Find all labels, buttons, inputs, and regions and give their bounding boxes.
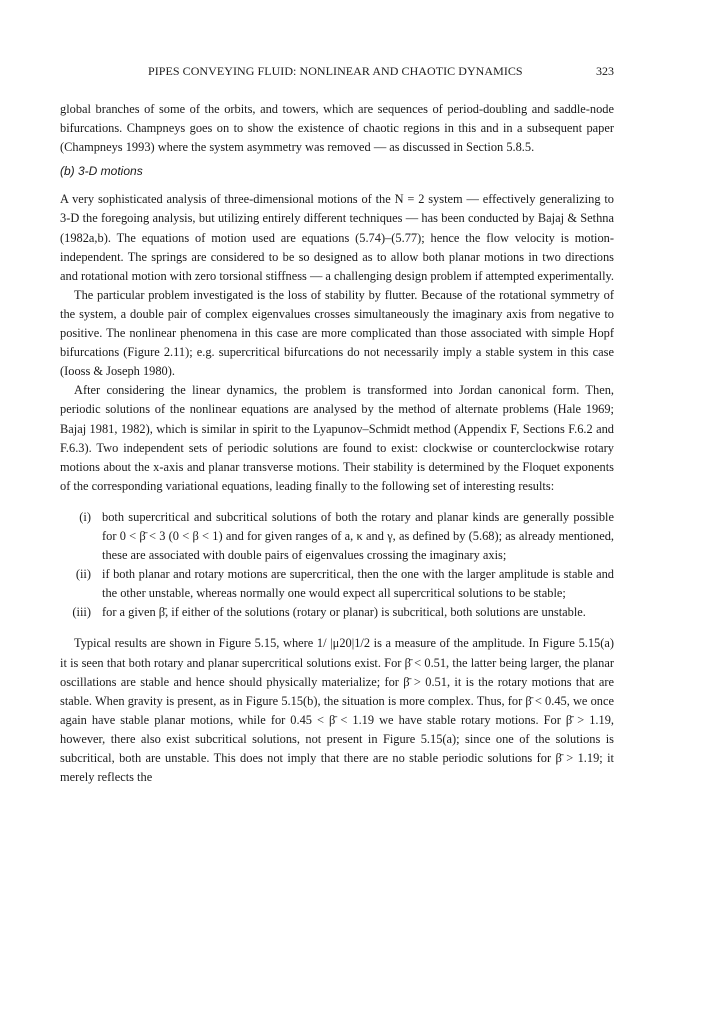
list-item-text: for a given β̄, if either of the solutions (rotary or planar) is subcritical, both solutions are unstable. [102,605,586,620]
list-item [60,603,614,622]
list-item-number: (i) [79,509,91,524]
page-header [60,62,614,82]
page-number: 323 [596,64,614,78]
list-item [60,508,614,565]
paragraph-3d-analysis: A very sophisticated analysis of three-dimensional motions of the N = 2 system — effectively generalizing to 3-D the foregoing analysis, but utilizing entirely different techniques — has been conducted by Bajaj & Sethna (1982a,b). The equations of motion used are equations (5.74)–(5.77); hence the flow velocity is motion-independent. The springs are considered to be so designed as to allow both planar motions in two directions and rotational motion with zero torsional stiffness — a challenging design problem if attempted experimentally. [60,192,614,283]
list-item-text: if both planar and rotary motions are supercritical, then the one with the larger amplitude is stable and the other unstable, whereas normally one would expect all supercritical solutions to be stable; [102,567,614,601]
book-page [60,62,614,787]
paragraph-towers: global branches of some of the orbits, and towers, which are sequences of period-doubling and saddle-node bifurcations. Champneys goes on to show the existence of chaotic regions in this and in a subsequent paper (Champneys 1993) where the system asymmetry was removed — as discussed in Section 5.8.5. [60,102,614,155]
list-item [60,565,614,603]
running-title: PIPES CONVEYING FLUID: NONLINEAR AND CHAOTIC DYNAMICS [148,64,523,78]
paragraph-typical-results: Typical results are shown in Figure 5.15, where 1/ |μ20|1/2 is a measure of the amplitude. In Figure 5.15(a) it is seen that both rotary and planar supercritical solutions exist. For β̄ < 0.51, the latter being larger, the planar oscillations are stable and hence should physically materialize; for β̄ > 0.51, it is the rotary motions that are stable. When gravity is present, as in Figure 5.15(b), the situation is more complex. Thus, for β̄ < 0.45, we once again have stable planar motions, while for 0.45 < β̄ < 1.19 we have stable rotary motions. For β̄ > 1.19, however, there also exist subcritical solutions, not present in Figure 5.15(a); since one of the solutions is subcritical, both are unstable. This does not imply that there are no stable periodic solutions for β̄ > 1.19; it merely reflects the [60,636,614,785]
paragraph-periodic-solutions: After considering the linear dynamics, the problem is transformed into Jordan canonical form. Then, periodic solutions of the nonlinear equations are analysed by the method of alternate problems (Hale 1969; Bajaj 1981, 1982), which is similar in spirit to the Lyapunov–Schmidt method (Appendix F, Sections F.6.2 and F.6.3). Two independent sets of periodic solutions are found to exist: clockwise or counterclockwise rotary motions about the x-axis and planar transverse motions. Their stability is determined by the Floquet exponents of the corresponding variational equations, leading finally to the following set of interesting results: [60,383,614,493]
list-item-text: both supercritical and subcritical solutions of both the rotary and planar kinds are generally possible for 0 < β̄ < 3 (0 < β < 1) and for given ranges of a, κ and γ, as defined by (5.68); as already mentioned, these are associated with double pairs of eigenvalues crossing the imaginary axis; [102,509,614,563]
list-item-number: (iii) [72,605,91,620]
list-item-number: (ii) [75,567,91,582]
results-list [60,508,614,623]
paragraph-flutter: The particular problem investigated is the loss of stability by flutter. Because of the rotational symmetry of the system, a double pair of complex eigenvalues crosses simultaneously the imaginary axis from negative to positive. The nonlinear phenomena in this case are more complicated than those associated with simple Hopf bifurcations (Figure 2.11); e.g. supercritical bifurcations do not necessarily imply a stable system in this case (Iooss & Joseph 1980). [60,287,614,379]
section-heading: (b) 3-D motions [60,164,143,179]
